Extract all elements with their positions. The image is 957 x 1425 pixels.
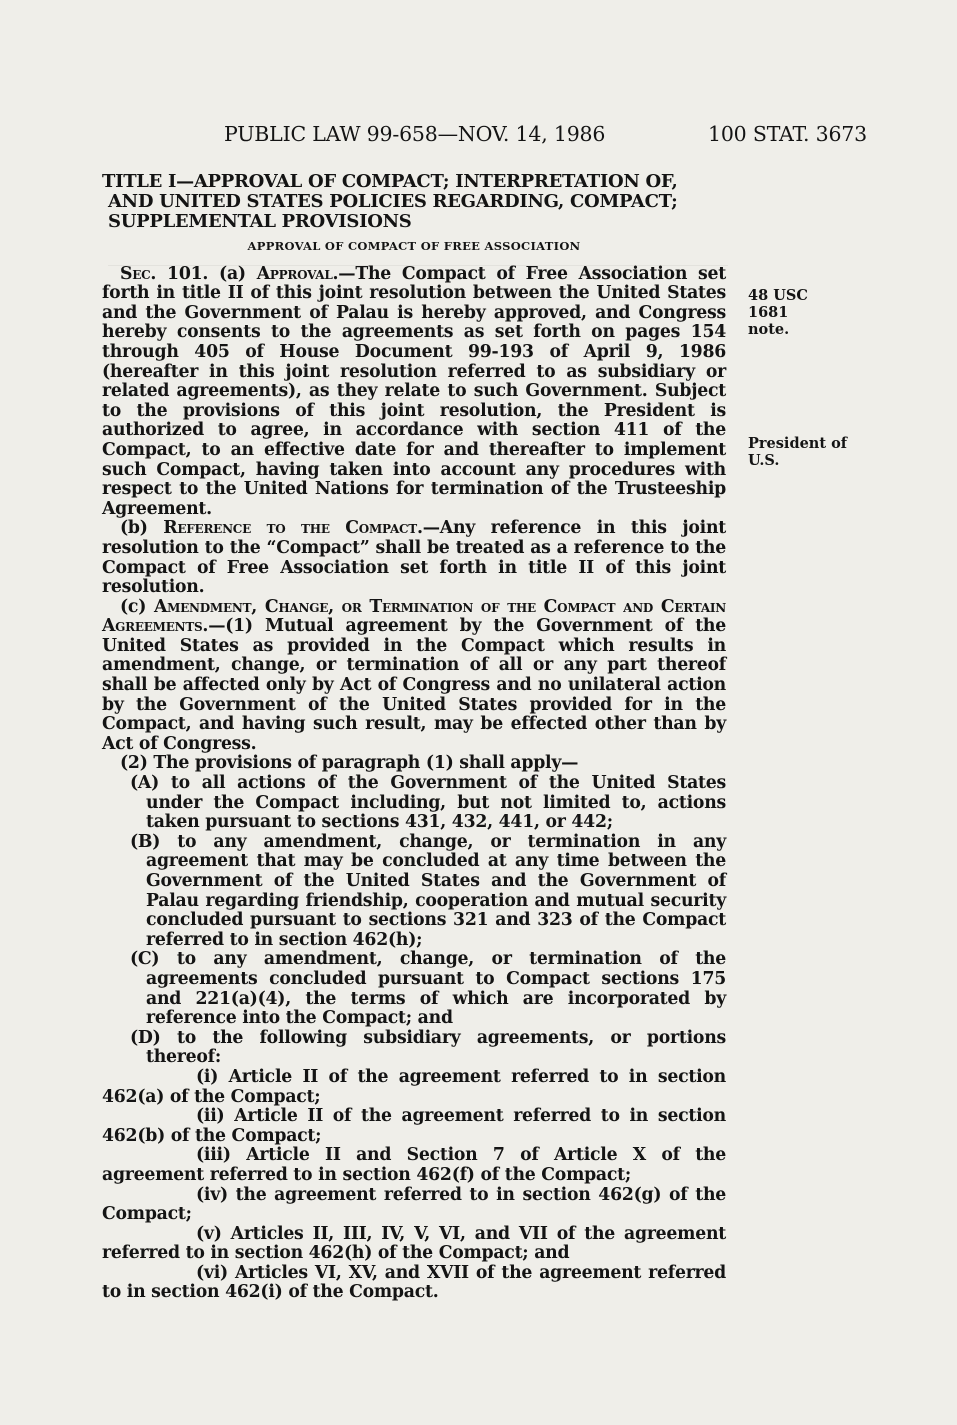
- subsection-c-heading: Amendment, Change, or Termination of the Compact and Certain Agreements.: [102, 596, 726, 637]
- sub-item-iii: (iii) Article II and Section 7 of Article X of the agreement referred to in section 462(f) of the Compact;: [102, 1145, 726, 1185]
- subsection-c1-text: —(1) Mutual agreement by the Government of the United States as provided in the Compact which results in amendment, change, or termination of all or any part thereof shall be affected only by Act of Congress and no unilateral action by the Government of the United States provided for in the Compact, and having such result, may be effected other than by Act of Congress.: [102, 616, 726, 754]
- list-item-D: (D) to the following subsidiary agreements, or portions thereof:: [130, 1027, 726, 1068]
- subsection-a-text: —The Compact of Free Association set forth in title II of this joint resolution between the United States and the Government of Palau is hereby approved, and Congress hereby consents to the agreements as set forth on pages 154 through 405 of House Document 99-193 of April 9, 1986 (hereafter in this joint resolution referred to as subsidiary or related agreements), as they relate to such Government. Subject to the provisions of this joint resolution, the President is authorized to agree, in accordance with section 411 of the Compact, to an effective date for and thereafter to implement such Compact, having taken into account any procedures with respect to the United Nations for termination of the Trusteeship Agreement.: [102, 263, 726, 519]
- title-heading: [102, 172, 726, 232]
- subsection-a-heading: Approval.: [256, 263, 339, 284]
- list-item-A: (A) to all actions of the Government of the United States under the Compact including, but not limited to, actions taken pursuant to sections 431, 432, 441, or 442;: [130, 773, 726, 833]
- sub-item-iv: (iv) the agreement referred to in section 462(g) of the Compact;: [102, 1184, 726, 1225]
- paragraph-c2: (2) The provisions of paragraph (1) shall apply—: [120, 753, 579, 774]
- subsection-b-label: (b): [120, 518, 148, 539]
- header-law-citation: PUBLIC LAW 99-658—NOV. 14, 1986: [224, 122, 606, 146]
- margin-note-president: [748, 435, 878, 469]
- title-line-2: AND UNITED STATES POLICIES REGARDING, COMPACT;: [108, 191, 678, 212]
- margin-note-usc-line2: note.: [748, 321, 790, 338]
- list-item-C: (C) to any amendment, change, or termination of the agreements concluded pursuant to Compact sections 175 and 221(a)(4), the terms of which are incorporated by reference into the Compact; and: [130, 949, 726, 1029]
- sub-item-v: (v) Articles II, III, IV, V, VI, and VII of the agreement referred to in section 462(h) of the Compact; and: [102, 1223, 726, 1264]
- title-line-3: SUPPLEMENTAL PROVISIONS: [108, 211, 412, 232]
- paragraph-c1: [102, 598, 726, 755]
- sub-item-ii: (ii) Article II of the agreement referred to in section 462(b) of the Compact;: [102, 1106, 726, 1146]
- paragraph-a: [102, 265, 726, 520]
- paragraph-b: [102, 519, 726, 597]
- list-item-B: (B) to any amendment, change, or termination in any agreement that may be concluded at any time between the Government of the United States and the Government of Palau regarding friendship, cooperation and mutual security concluded pursuant to sections 321 and 323 of the Compact referred to in section 462(h);: [130, 831, 726, 950]
- margin-note-usc-line1: 48 USC 1681: [748, 287, 808, 321]
- subsection-c-label: (c): [120, 596, 147, 617]
- margin-note-usc: [748, 287, 848, 338]
- subsection-b-text: —Any reference in this joint resolution to the “Compact” shall be treated as a reference to the Compact of Free Association set forth in title II of this joint resolution.: [102, 518, 726, 598]
- subsection-b-heading: Reference to the Compact.: [163, 518, 423, 539]
- header-stat-number: 100 STAT. 3673: [708, 122, 867, 146]
- title-line-1: TITLE I—APPROVAL OF COMPACT; INTERPRETATION OF,: [102, 171, 678, 192]
- sub-item-i: (i) Article II of the agreement referred to in section 462(a) of the Compact;: [102, 1066, 726, 1107]
- margin-note-president-text: President of U.S.: [748, 435, 848, 469]
- subsection-a-label: (a): [219, 263, 246, 284]
- section-subheading: APPROVAL OF COMPACT OF FREE ASSOCIATION: [247, 239, 581, 253]
- sub-item-vi: (vi) Articles VI, XV, and XVII of the agreement referred to in section 462(i) of the Compact.: [102, 1262, 726, 1303]
- section-label: Sec. 101.: [120, 263, 209, 284]
- document-body: [102, 172, 726, 1303]
